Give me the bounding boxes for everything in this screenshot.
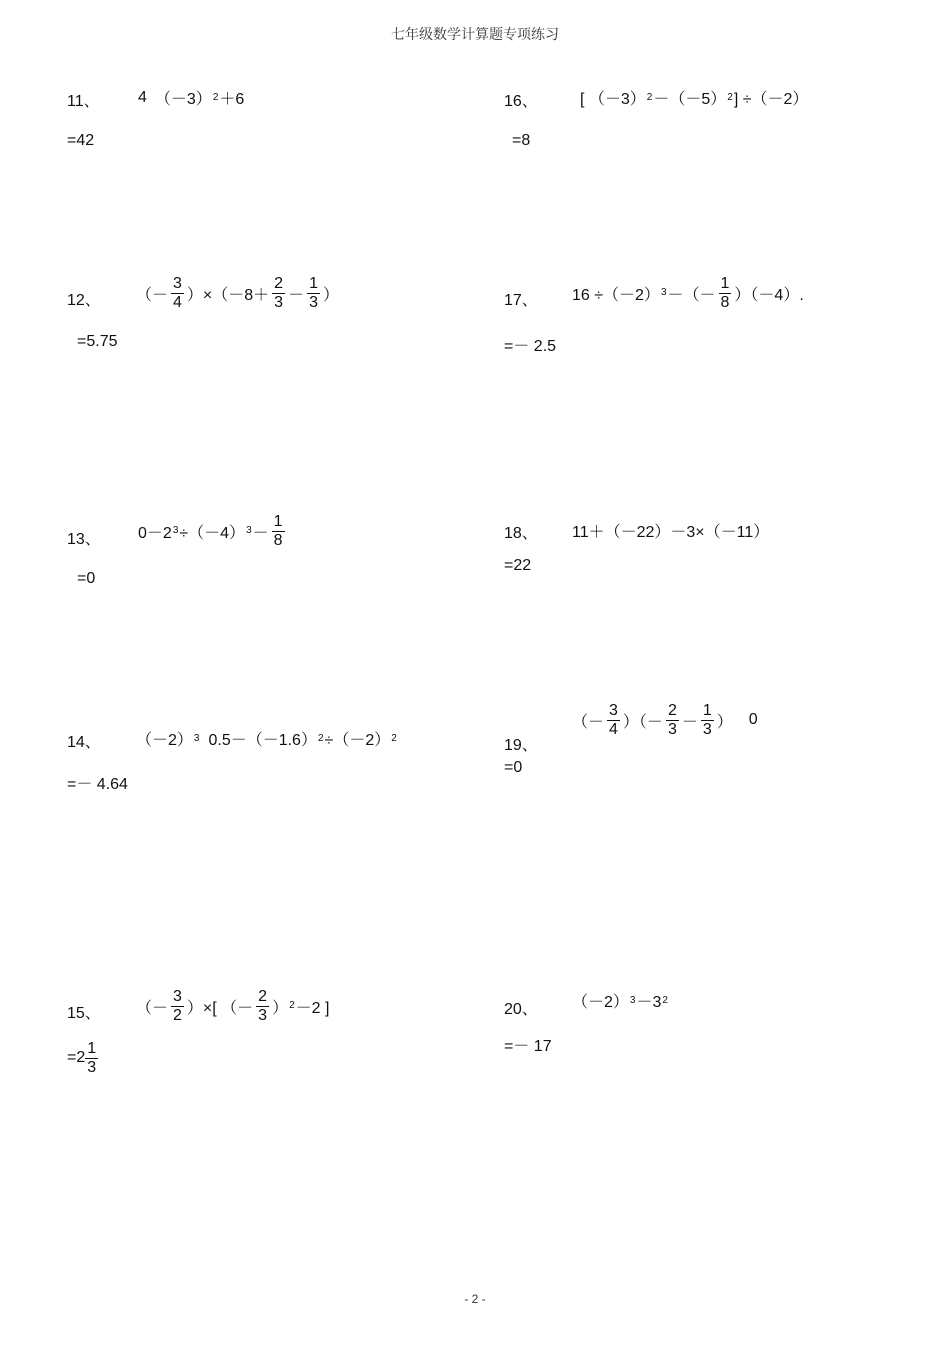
denominator: 3 (309, 293, 318, 311)
expr-term: － (252, 524, 269, 542)
problem-expression: （－ $\frac{3}{2}$ ）×[ （－ $\frac{2}{3}$ ） 2 －2 ] (136, 988, 330, 1024)
expr-term: ÷（－4） (179, 524, 246, 542)
fraction (171, 275, 184, 311)
problem-answer: =0 (77, 570, 96, 587)
expr-term: － (288, 286, 305, 304)
problem-expression: 4 （－3） 2 ＋6 (138, 86, 244, 109)
problem-number: 17、 (504, 292, 538, 309)
expr-term: 4 (138, 88, 147, 106)
problem-number: 18、 (504, 525, 538, 542)
expr-term: 0 (748, 711, 758, 729)
page-number: - 2 - (464, 1292, 486, 1306)
numerator: 3 (173, 988, 182, 1005)
problem-number: 14、 (67, 734, 101, 751)
denominator: 3 (258, 1006, 268, 1024)
denominator: 3 (702, 720, 712, 738)
expr-term: ＋6 (219, 91, 245, 108)
denominator: 8 (720, 293, 730, 311)
expr-term: （－ (136, 999, 169, 1017)
expr-term: ）（－ (622, 713, 663, 731)
numerator: 2 (274, 275, 284, 292)
denominator: 4 (609, 720, 618, 738)
numerator: 1 (309, 275, 318, 292)
fraction (307, 275, 320, 311)
problem-answer (67, 1040, 101, 1076)
expr-term: 0.5－（－1.6） (208, 732, 317, 749)
denominator: 8 (273, 531, 283, 549)
fraction (85, 1040, 98, 1076)
numerator: 1 (273, 513, 283, 530)
denominator: 3 (87, 1058, 97, 1076)
problem-expression: 0－2 3 ÷（－4） 3 － $\frac{1}{8}$ (138, 513, 283, 549)
expr-term: ） (272, 999, 289, 1017)
expr-term: 11＋（－22）－3×（－11） (572, 524, 770, 541)
expr-term: ） (323, 286, 340, 304)
expr-term: －2 ] (295, 999, 330, 1017)
expr-term: ） (716, 713, 733, 731)
problem-expression: 16 ÷（－2） 3 －（－ $\frac{1}{8}$ ）（－4）. (572, 275, 804, 311)
numerator: 1 (720, 275, 730, 292)
problem-expression (136, 275, 339, 311)
problem-answer: =8 (512, 132, 531, 149)
denominator: 3 (667, 720, 677, 738)
fraction (272, 513, 285, 549)
expr-term: － (681, 713, 698, 731)
problem-number: 11、 (67, 93, 100, 110)
problem-number: 20、 (504, 1001, 538, 1018)
denominator: 2 (173, 1006, 182, 1024)
expr-term: （－3） (154, 91, 212, 108)
expr-term: ÷（－2） (324, 732, 391, 749)
expr-term: ）×（－8＋ (186, 286, 270, 304)
problem-answer: =5.75 (77, 333, 118, 350)
problem-answer: =－ 17 (504, 1038, 552, 1055)
problem-expression: （－2） 3 0.5－（－1.6） 2 ÷（－2） 2 (136, 727, 398, 750)
problem-number: 16、 (504, 93, 538, 110)
expr-term: （－ (136, 286, 169, 304)
expr-term: （－2） (136, 732, 193, 749)
expr-term: （－2） (572, 994, 629, 1011)
expr-term: [ （－3） (580, 91, 646, 108)
numerator: 3 (609, 702, 618, 719)
problem-expression (572, 519, 769, 542)
problem-number: 15、 (67, 1005, 101, 1022)
expr-term: ）（－4）. (734, 286, 804, 304)
denominator: 3 (274, 293, 284, 311)
numerator: 2 (667, 702, 677, 719)
problem-answer: =0 (504, 759, 523, 776)
expr-term: 0－2 (138, 524, 172, 542)
problem-number: 12、 (67, 292, 101, 309)
problem-expression: [ （－3） 2 －（－5） 2 ] ÷（－2） (580, 86, 808, 109)
expr-term: ] ÷（－2） (733, 91, 809, 108)
answer-whole: =2 (67, 1049, 86, 1067)
fraction (701, 702, 714, 738)
problem-expression: （－2） 3 －3 2 (572, 989, 669, 1012)
problem-answer: =42 (67, 132, 95, 149)
problem-number: 19、 (504, 737, 538, 754)
expr-term: －（－ (667, 286, 716, 304)
fraction (256, 988, 269, 1024)
numerator: 2 (258, 988, 268, 1005)
denominator: 4 (173, 293, 182, 311)
problem-expression (572, 702, 758, 738)
fraction (272, 275, 285, 311)
problem-answer: =－ 2.5 (504, 338, 557, 355)
fraction (607, 702, 620, 738)
expr-term: 16 ÷（－2） (572, 286, 660, 304)
problem-answer: =－ 4.64 (67, 776, 128, 793)
expr-term: ）×[ （－ (186, 999, 254, 1017)
problem-number: 13、 (67, 531, 101, 548)
numerator: 1 (87, 1040, 97, 1057)
expr-term: －3 (636, 994, 662, 1011)
expr-term: －（－5） (653, 91, 727, 108)
page-header: 七年级数学计算题专项练习 (391, 27, 559, 43)
fraction (719, 275, 732, 311)
fraction (171, 988, 184, 1024)
expr-term: （－ (572, 713, 605, 731)
problem-answer: =22 (504, 557, 532, 574)
fraction (666, 702, 679, 738)
numerator: 1 (702, 702, 712, 719)
numerator: 3 (173, 275, 182, 292)
